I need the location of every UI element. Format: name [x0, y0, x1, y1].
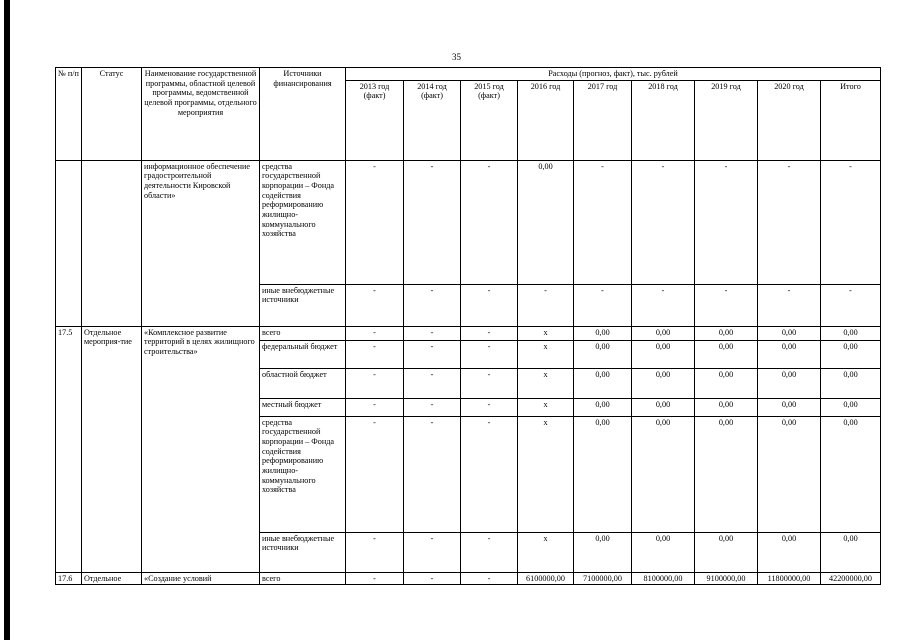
cell-source: средства государственной корпорации – Фонда содействия реформированию жилищно-коммунального хозяйства: [260, 416, 346, 532]
header-num: № п/п: [56, 68, 82, 161]
cell-num: 17.6: [56, 572, 82, 585]
cell-value: 0,00: [518, 160, 574, 284]
cell-value: 0,00: [632, 368, 695, 398]
cell-value: 0,00: [695, 368, 758, 398]
cell-value: 0,00: [574, 416, 632, 532]
cell-value: -: [758, 160, 821, 284]
cell-value: 0,00: [821, 368, 881, 398]
cell-value: -: [346, 284, 404, 326]
cell-value: -: [404, 326, 461, 340]
cell-value: -: [346, 368, 404, 398]
cell-value: х: [518, 398, 574, 416]
cell-value: х: [518, 326, 574, 340]
cell-status: Отдельное: [82, 572, 142, 585]
cell-name: информационное обеспечение градостроительной деятельности Кировской области»: [142, 160, 260, 326]
cell-value: -: [461, 416, 518, 532]
cell-value: -: [695, 284, 758, 326]
cell-source: всего: [260, 572, 346, 585]
cell-value: 0,00: [821, 398, 881, 416]
cell-value: х: [518, 416, 574, 532]
cell-value: -: [461, 160, 518, 284]
header-status: Статус: [82, 68, 142, 161]
cell-value: 0,00: [574, 326, 632, 340]
cell-value: -: [404, 368, 461, 398]
cell-value: 0,00: [821, 340, 881, 368]
cell-value: 8100000,00: [632, 572, 695, 585]
cell-value: 0,00: [821, 532, 881, 572]
cell-value: -: [404, 160, 461, 284]
cell-value: -: [518, 284, 574, 326]
cell-value: 42200000,00: [821, 572, 881, 585]
cell-value: 0,00: [821, 416, 881, 532]
cell-value: 0,00: [758, 416, 821, 532]
header-year: 2014 год (факт): [404, 80, 461, 160]
cell-value: -: [346, 340, 404, 368]
cell-value: 0,00: [758, 326, 821, 340]
cell-value: -: [574, 284, 632, 326]
cell-value: 0,00: [758, 368, 821, 398]
cell-value: 0,00: [574, 532, 632, 572]
cell-value: 0,00: [632, 416, 695, 532]
cell-value: -: [461, 398, 518, 416]
cell-value: -: [404, 284, 461, 326]
cell-source: средства государственной корпорации – Фонда содействия реформированию жилищно-коммунального хозяйства: [260, 160, 346, 284]
cell-value: 0,00: [821, 326, 881, 340]
cell-source: областной бюджет: [260, 368, 346, 398]
cell-source: местный бюджет: [260, 398, 346, 416]
cell-value: -: [346, 532, 404, 572]
cell-value: х: [518, 368, 574, 398]
header-source: Источники финансирования: [260, 68, 346, 161]
budget-table: [55, 67, 881, 585]
cell-status: Отдельное мероприя-тие: [82, 326, 142, 572]
cell-value: 9100000,00: [695, 572, 758, 585]
cell-value: -: [695, 160, 758, 284]
cell-value: 0,00: [695, 532, 758, 572]
cell-value: -: [821, 160, 881, 284]
cell-value: -: [346, 326, 404, 340]
cell-value: -: [461, 368, 518, 398]
cell-name: «Комплексное развитие территорий в целях жилищного строительства»: [142, 326, 260, 572]
cell-value: 0,00: [632, 398, 695, 416]
header-expenses: Расходы (прогноз, факт), тыс. рублей: [346, 68, 881, 81]
cell-value: -: [346, 416, 404, 532]
cell-num: [56, 160, 82, 326]
cell-value: 0,00: [695, 416, 758, 532]
cell-value: -: [404, 532, 461, 572]
cell-value: 0,00: [695, 326, 758, 340]
cell-source: всего: [260, 326, 346, 340]
cell-value: -: [461, 532, 518, 572]
cell-num: 17.5: [56, 326, 82, 572]
cell-value: -: [461, 572, 518, 585]
cell-value: х: [518, 532, 574, 572]
cell-value: 0,00: [574, 398, 632, 416]
cell-value: 0,00: [695, 398, 758, 416]
cell-value: 0,00: [574, 340, 632, 368]
cell-value: х: [518, 340, 574, 368]
cell-value: -: [404, 572, 461, 585]
header-year: 2013 год (факт): [346, 80, 404, 160]
cell-value: -: [404, 398, 461, 416]
header-year: Итого: [821, 80, 881, 160]
cell-value: 0,00: [758, 340, 821, 368]
header-year: 2018 год: [632, 80, 695, 160]
cell-value: -: [404, 340, 461, 368]
header-year: 2020 год: [758, 80, 821, 160]
header-year: 2019 год: [695, 80, 758, 160]
cell-value: -: [632, 160, 695, 284]
header-year: 2016 год: [518, 80, 574, 160]
cell-value: -: [632, 284, 695, 326]
cell-value: -: [461, 284, 518, 326]
cell-value: 7100000,00: [574, 572, 632, 585]
cell-value: -: [346, 572, 404, 585]
cell-value: 0,00: [574, 368, 632, 398]
header-name: Наименование государственной программы, областной целевой программы, ведомственной целевой программы, отдельного мероприятия: [142, 68, 260, 161]
cell-value: -: [346, 398, 404, 416]
cell-value: -: [404, 416, 461, 532]
header-year: 2017 год: [574, 80, 632, 160]
cell-value: 0,00: [758, 398, 821, 416]
cell-value: 11800000,00: [758, 572, 821, 585]
cell-value: -: [461, 326, 518, 340]
cell-value: 0,00: [758, 532, 821, 572]
cell-value: -: [821, 284, 881, 326]
cell-value: -: [758, 284, 821, 326]
page-number: 35: [452, 52, 461, 62]
cell-value: 0,00: [632, 326, 695, 340]
cell-source: иные внебюджетные источники: [260, 284, 346, 326]
cell-name: «Создание условий: [142, 572, 260, 585]
cell-value: 6100000,00: [518, 572, 574, 585]
binding-edge: [4, 0, 10, 640]
cell-value: 0,00: [632, 532, 695, 572]
cell-value: -: [574, 160, 632, 284]
cell-status: [82, 160, 142, 326]
header-year: 2015 год (факт): [461, 80, 518, 160]
cell-value: -: [346, 160, 404, 284]
cell-source: федеральный бюджет: [260, 340, 346, 368]
cell-source: иные внебюджетные источники: [260, 532, 346, 572]
cell-value: 0,00: [695, 340, 758, 368]
cell-value: 0,00: [632, 340, 695, 368]
cell-value: -: [461, 340, 518, 368]
